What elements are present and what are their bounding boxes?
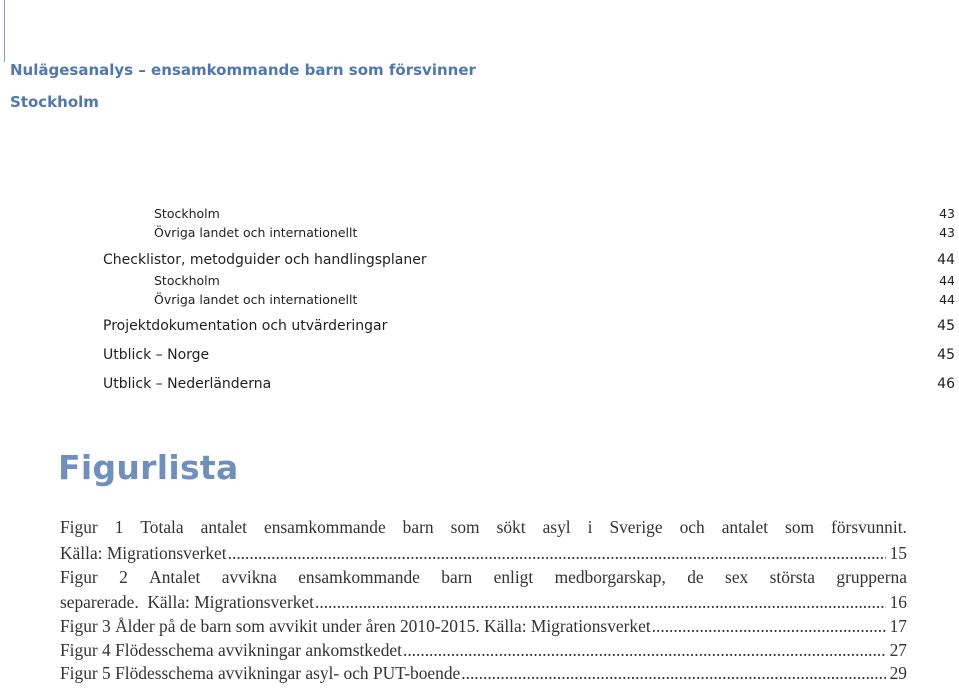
figure-5-text: Figur 5 Flödesschema avvikningar asyl- och PUT-boende (60, 663, 461, 683)
toc-entry[interactable] (103, 318, 955, 334)
toc-entry-page: 43 (939, 225, 955, 240)
toc-entry[interactable] (103, 252, 955, 268)
document-header-subtitle: Stockholm (10, 93, 99, 111)
figure-4-page: 27 (889, 640, 907, 660)
toc-entry-page: 44 (937, 252, 955, 268)
figure-5-caption[interactable] (60, 662, 907, 684)
figure-2-page: 16 (889, 592, 907, 612)
figure-2-caption-line-2[interactable] (60, 591, 907, 613)
toc-entry-label: Stockholm (154, 206, 220, 221)
figure-2-source: separerade. Källa: Migrationsverket (60, 592, 314, 612)
toc-entry-page: 44 (939, 273, 955, 288)
figurlista-heading: Figurlista (58, 448, 239, 487)
toc-entry-label: Projektdokumentation och utvärderingar (103, 318, 388, 334)
figure-3-caption[interactable] (60, 615, 907, 637)
figure-3-page: 17 (889, 616, 907, 636)
toc-entry[interactable] (154, 225, 955, 240)
toc-entry-page: 45 (937, 318, 955, 334)
toc-entry-label: Checklistor, metodguider och handlingsplaner (103, 252, 427, 268)
figure-1-page: 15 (889, 543, 907, 563)
figure-3-text: Figur 3 Ålder på de barn som avvikit under åren 2010-2015. Källa: Migrationsverket (60, 616, 651, 636)
toc-entry-label: Stockholm (154, 273, 220, 288)
left-margin-rule (4, 0, 5, 62)
figure-5-page: 29 (889, 663, 907, 683)
figure-4-caption[interactable] (60, 639, 907, 661)
dot-leader (652, 615, 886, 637)
toc-entry-label: Utblick – Norge (103, 347, 210, 363)
figure-1-caption-line-1[interactable]: Figur 1 Totala antalet ensamkommande barn som sökt asyl i Sverige och antalet som försvunnit. (60, 517, 907, 537)
toc-entry-label: Övriga landet och internationellt (154, 225, 358, 240)
dot-leader (228, 542, 886, 564)
toc-entry-page: 43 (939, 206, 955, 221)
toc-entry-page: 45 (937, 347, 955, 363)
toc-entry-label: Utblick – Nederländerna (103, 376, 272, 392)
dot-leader (315, 591, 886, 613)
toc-entry[interactable] (154, 206, 955, 221)
toc-entry-page: 44 (939, 292, 955, 307)
figure-4-text: Figur 4 Flödesschema avvikningar ankomstkedet (60, 640, 402, 660)
figure-1-source: Källa: Migrationsverket (60, 543, 227, 563)
toc-entry[interactable] (154, 292, 955, 307)
dot-leader (461, 662, 886, 684)
figure-2-caption-line-1[interactable]: Figur 2 Antalet avvikna ensamkommande barn enligt medborgarskap, de sex största grupperna (60, 567, 907, 587)
toc-entry-label: Övriga landet och internationellt (154, 292, 358, 307)
figure-1-caption-line-2[interactable] (60, 542, 907, 564)
document-header-title: Nulägesanalys – ensamkommande barn som försvinner (10, 61, 476, 79)
toc-entry-page: 46 (937, 376, 955, 392)
toc-entry[interactable] (103, 376, 955, 392)
dot-leader (403, 639, 886, 661)
toc-entry[interactable] (154, 273, 955, 288)
toc-entry[interactable] (103, 347, 955, 363)
